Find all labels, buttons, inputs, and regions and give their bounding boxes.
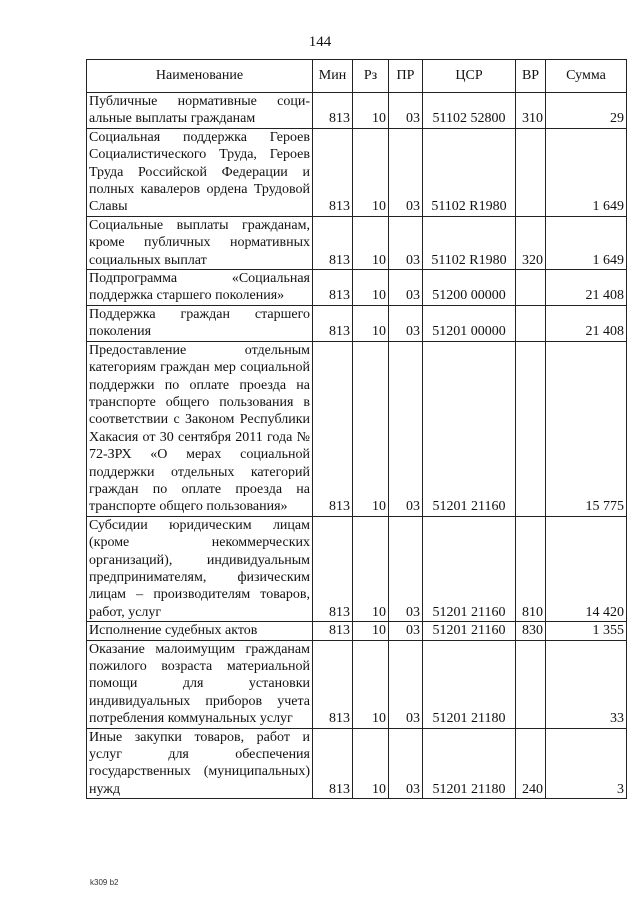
- header-vr: ВР: [516, 60, 546, 93]
- row-pr: 03: [389, 216, 423, 269]
- table-row: [87, 516, 627, 621]
- row-rz: 10: [353, 305, 389, 341]
- row-rz: 10: [353, 622, 389, 640]
- table-row: [87, 341, 627, 516]
- row-sum: 29: [546, 93, 627, 129]
- table-row: [87, 728, 627, 799]
- row-pr: 03: [389, 341, 423, 516]
- row-min: 813: [313, 640, 353, 728]
- row-rz: 10: [353, 516, 389, 621]
- header-csr: ЦСР: [423, 60, 516, 93]
- budget-table: [86, 59, 627, 799]
- header-sum: Сумма: [546, 60, 627, 93]
- footer-code: k309 b2: [90, 878, 119, 887]
- row-vr: 310: [516, 93, 546, 129]
- row-vr: [516, 640, 546, 728]
- row-csr: 51102 52800: [423, 93, 516, 129]
- row-vr: 830: [516, 622, 546, 640]
- row-vr: 240: [516, 728, 546, 799]
- row-sum: 14 420: [546, 516, 627, 621]
- row-csr: 51201 21180: [423, 640, 516, 728]
- row-csr: 51201 21160: [423, 341, 516, 516]
- row-pr: 03: [389, 93, 423, 129]
- row-rz: 10: [353, 270, 389, 306]
- row-pr: 03: [389, 622, 423, 640]
- row-min: 813: [313, 341, 353, 516]
- row-pr: 03: [389, 128, 423, 216]
- row-name: Социальная поддержка Героев Социалистического Труда, Героев Труда Российской Федерации и полных кавалеров ордена Трудовой Славы: [87, 128, 313, 216]
- row-pr: 03: [389, 270, 423, 306]
- table-row: [87, 305, 627, 341]
- row-rz: 10: [353, 216, 389, 269]
- row-vr: 320: [516, 216, 546, 269]
- row-min: 813: [313, 622, 353, 640]
- row-min: 813: [313, 305, 353, 341]
- row-csr: 51201 00000: [423, 305, 516, 341]
- row-sum: 1 649: [546, 128, 627, 216]
- row-sum: 33: [546, 640, 627, 728]
- row-csr: 51201 21180: [423, 728, 516, 799]
- row-name: Оказание малоимущим гражданам пожилого возраста материальной помощи для установки индивидуальных приборов учета потребления коммунальных услуг: [87, 640, 313, 728]
- row-name: Предоставление отдельным категориям граждан мер социальной поддержки по оплате проезда на транспорте общего пользования в соответствии с Законом Республики Хакасия от 30 сентября 2011 года № 72-ЗРХ «О мерах социальной поддержки отдельных категорий граждан по оплате проезда на транспорте общего пользования»: [87, 341, 313, 516]
- row-csr: 51102 R1980: [423, 216, 516, 269]
- row-vr: [516, 305, 546, 341]
- row-min: 813: [313, 128, 353, 216]
- row-pr: 03: [389, 305, 423, 341]
- row-name: Поддержка граждан старшего поколения: [87, 305, 313, 341]
- row-sum: 3: [546, 728, 627, 799]
- row-vr: [516, 341, 546, 516]
- header-name: Наименование: [87, 60, 313, 93]
- table-row: [87, 640, 627, 728]
- table-row: [87, 93, 627, 129]
- row-csr: 51201 21160: [423, 516, 516, 621]
- row-rz: 10: [353, 341, 389, 516]
- row-min: 813: [313, 516, 353, 621]
- row-min: 813: [313, 728, 353, 799]
- row-csr: 51200 00000: [423, 270, 516, 306]
- row-min: 813: [313, 270, 353, 306]
- table-row: [87, 216, 627, 269]
- header-rz: Рз: [353, 60, 389, 93]
- row-vr: [516, 270, 546, 306]
- row-rz: 10: [353, 728, 389, 799]
- table-header-row: [87, 60, 627, 93]
- row-pr: 03: [389, 728, 423, 799]
- page-number: 144: [308, 34, 332, 50]
- row-rz: 10: [353, 640, 389, 728]
- row-sum: 1 649: [546, 216, 627, 269]
- row-csr: 51201 21160: [423, 622, 516, 640]
- row-pr: 03: [389, 516, 423, 621]
- row-name: Публичные нормативные соци-альные выплаты гражданам: [87, 93, 313, 129]
- row-min: 813: [313, 93, 353, 129]
- row-rz: 10: [353, 128, 389, 216]
- row-name: Иные закупки товаров, работ и услуг для обеспечения государственных (муниципальных) нужд: [87, 728, 313, 799]
- table-row: [87, 270, 627, 306]
- row-sum: 21 408: [546, 305, 627, 341]
- row-vr: 810: [516, 516, 546, 621]
- header-pr: ПР: [389, 60, 423, 93]
- row-name: Субсидии юридическим лицам (кроме некоммерческих организаций), индивидуальным предпринимателям, физическим лицам – производителям товаров, работ, услуг: [87, 516, 313, 621]
- row-sum: 21 408: [546, 270, 627, 306]
- row-sum: 15 775: [546, 341, 627, 516]
- row-vr: [516, 128, 546, 216]
- row-sum: 1 355: [546, 622, 627, 640]
- row-name: Подпрограмма «Социальная поддержка старшего поколения»: [87, 270, 313, 306]
- row-rz: 10: [353, 93, 389, 129]
- header-min: Мин: [313, 60, 353, 93]
- row-min: 813: [313, 216, 353, 269]
- row-name: Социальные выплаты гражданам, кроме публичных нормативных социальных выплат: [87, 216, 313, 269]
- row-pr: 03: [389, 640, 423, 728]
- row-csr: 51102 R1980: [423, 128, 516, 216]
- table-row: [87, 622, 627, 640]
- table-row: [87, 128, 627, 216]
- row-name: Исполнение судебных актов: [87, 622, 313, 640]
